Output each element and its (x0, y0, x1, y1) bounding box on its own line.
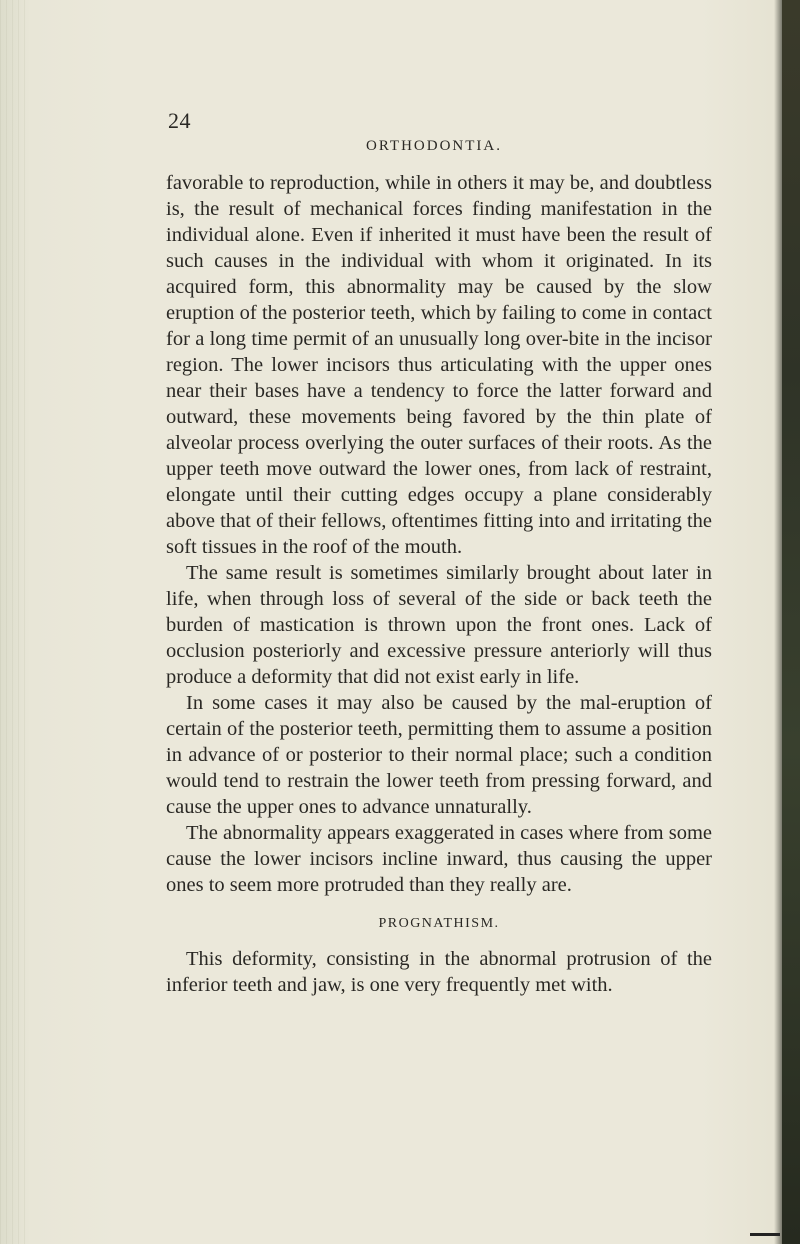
page-edge-shadow (774, 0, 782, 1244)
body-text (166, 170, 712, 998)
section-heading: PROGNATHISM. (378, 916, 500, 931)
paragraph: In some cases it may also be caused by the mal-eruption of certain of the posterior teeth, permitting them to assume a position in advance of or posterior to their normal place; such a condition would tend to restrain the lower teeth from pressing forward, and cause the upper ones to advance unnaturally. (166, 692, 712, 818)
paragraph: favorable to reproduction, while in others it may be, and doubtless is, the result of mechanical forces finding manifestation in the individual alone. Even if inherited it must have been the result of such causes in the individual with whom it originated. In its acquired form, this abnormality may be caused by the slow eruption of the posterior teeth, which by failing to come in contact for a long time permit of an unusually long over-bite in the incisor region. The lower incisors thus articulating with the upper ones near their bases have a tendency to force the latter forward and outward, these movements being favored by the thin plate of alveolar process overlying the outer surfaces of their roots. As the upper teeth move outward the lower ones, from lack of restraint, elongate until their cutting edges occupy a plane considerably above that of their fellows, oftentimes fitting into and irritating the soft tissues in the roof of the mouth. (166, 172, 712, 558)
paragraph: This deformity, consisting in the abnormal protrusion of the inferior teeth and jaw, is one very frequently met with. (166, 948, 712, 996)
page-number: 24 (168, 108, 191, 133)
paragraph: The abnormality appears exaggerated in cases where from some cause the lower incisors incline inward, thus causing the upper ones to seem more protruded than they really are. (166, 822, 712, 896)
paragraph: The same result is sometimes similarly brought about later in life, when through loss of several of the side or back teeth the burden of mastication is thrown upon the front ones. Lack of occlusion posteriorly and excessive pressure anteriorly will thus produce a deformity that did not exist early in life. (166, 562, 712, 688)
gutter-shadow (0, 0, 30, 1244)
page-header (168, 108, 728, 160)
bottom-rule (750, 1233, 780, 1236)
running-head: ORTHODONTIA. (366, 138, 503, 154)
book-edge (782, 0, 800, 1244)
